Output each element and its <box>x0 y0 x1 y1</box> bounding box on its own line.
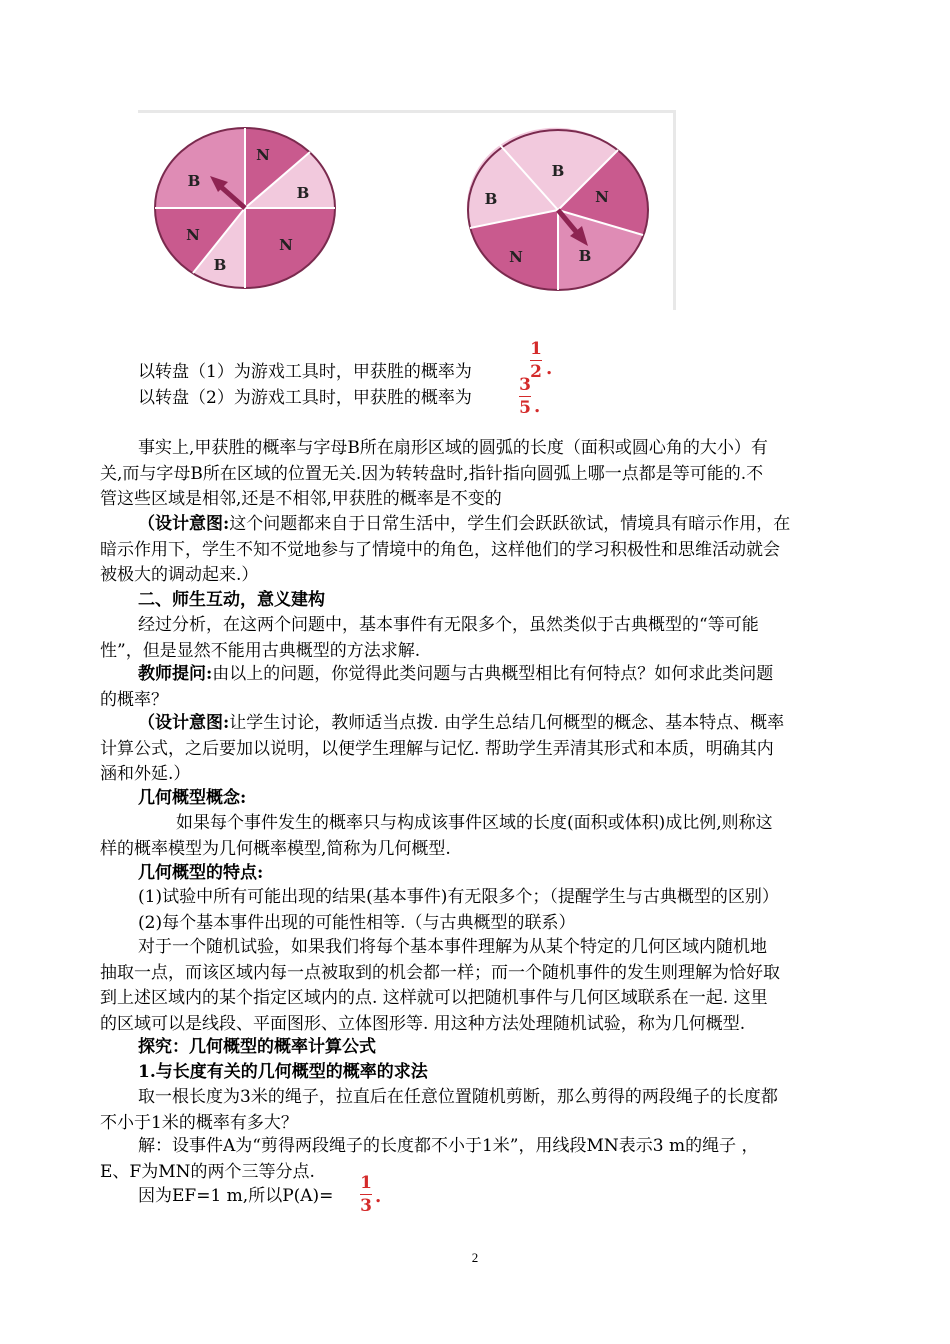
paragraph-random-trial: 对于一个随机试验，如果我们将每个基本事件理解为从某个特定的几何区域内随机地 抽取一点，而该区域内每一点被取到的机会都一样；而一个随机事件的发生则理解为恰好取 到上述区域内的某个指定区域内的点. 这样就可以把随机事件与几何区域联系在一起. 这里 的区域可以是线段、平面图形、立体图形等. 用这种方法处理随机试验，称为几何概型. <box>100 937 780 1034</box>
spinner-2-label-b2: B <box>484 190 498 208</box>
heading-interaction: 二、师生互动，意义建构 <box>138 590 325 610</box>
line-result: 因为EF=1 m,所以P(A)= <box>138 1186 334 1206</box>
paragraph-fact: 事实上,甲获胜的概率与字母B所在扇形区域的圆弧的长度（面积或圆心角的大小）有 关,而与字母B所在区域的位置无关.因为转转盘时,指针指向圆弧上哪一点都是等可能的.不 管这些区域是相邻,还是不相邻,甲获胜的概率是不变的 <box>100 438 768 509</box>
feature-2: (2)每个基本事件出现的可能性相等.（与古典概型的联系） <box>138 912 576 933</box>
heading-length: 1.与长度有关的几何概型的概率的求法 <box>138 1062 428 1082</box>
spinner-2-label-b1: B <box>551 162 565 180</box>
paragraph-design-intent-1: （设计意图:这个问题都来自于日常生活中，学生们会跃跃欲试，情境具有暗示作用，在 暗示作用下，学生不知不觉地参与了情境中的角色，这样他们的学习积极性和思维活动就会 被极大的调动起来.） <box>100 514 791 585</box>
heading-concept: 几何概型概念: <box>138 788 247 808</box>
page-number: 2 <box>471 1250 479 1265</box>
paragraph-design-intent-2: （设计意图:让学生讨论，教师适当点拨. 由学生总结几何概型的概念、基本特点、概率 计算公式，之后要加以说明，以便学生理解与记忆. 帮助学生弄清其形式和本质，明确其内 涵和外延.） <box>100 713 785 784</box>
period: . <box>546 358 553 379</box>
spinner-2 <box>467 128 648 290</box>
paragraph-rope-problem: 取一根长度为3米的绳子，拉直后在任意位置随机剪断，那么剪得的两段绳子的长度都 不小于1米的概率有多大？ <box>100 1087 778 1133</box>
spinner-1-label-b2: B <box>296 184 310 202</box>
heading-features: 几何概型的特点: <box>138 863 264 883</box>
paragraph-teacher-question: 教师提问:由以上的问题，你觉得此类问题与古典概型相比有何特点？如何求此类问题 的概率？ <box>100 664 774 710</box>
paragraph-concept: 如果每个事件发生的概率只与构成该事件区域的长度(面积或体积)成比例,则称这 样的概率模型为几何概率模型,简称为几何概型. <box>100 813 773 859</box>
fraction-one-third: 1 3 <box>360 1173 372 1216</box>
period: . <box>534 396 541 417</box>
spinner-1-label-n2: N <box>186 226 200 244</box>
spinner-1 <box>155 128 335 288</box>
period: . <box>375 1186 382 1207</box>
heading-explore: 探究：几何概型的概率计算公式 <box>138 1037 376 1057</box>
spinner-figure <box>138 110 676 310</box>
fraction-three-fifths: 3 5 <box>519 375 531 418</box>
feature-list <box>100 885 852 936</box>
spinner-2-label-b3: B <box>578 247 592 265</box>
spinner-1-label-n3: N <box>279 236 293 254</box>
line-spinner-2: 以转盘（2）为游戏工具时，甲获胜的概率为 <box>138 388 472 408</box>
line-spinner-1: 以转盘（1）为游戏工具时，甲获胜的概率为 <box>138 362 472 382</box>
spinner-2-label-n2: N <box>509 248 523 266</box>
feature-1: (1)试验中所有可能出现的结果(基本事件)有无限多个；（提醒学生与古典概型的区别） <box>138 887 779 907</box>
spinner-1-label-b1: B <box>187 172 201 190</box>
fraction-one-half: 1 2 <box>530 339 542 382</box>
spinner-1-label-b3: B <box>213 256 227 274</box>
paragraph-analysis: 经过分析，在这两个问题中，基本事件有无限多个，虽然类似于古典概型的“等可能 性”，但是显然不能用古典概型的方法求解. <box>100 615 759 661</box>
spinner-1-label-n1: N <box>256 146 270 164</box>
paragraph-solution: 解：设事件A为“剪得两段绳子的长度都不小于1米”，用线段MN表示3 m的绳子 ， E、F为MN的两个三等分点. <box>100 1136 759 1182</box>
spinner-2-label-n1: N <box>595 188 609 206</box>
